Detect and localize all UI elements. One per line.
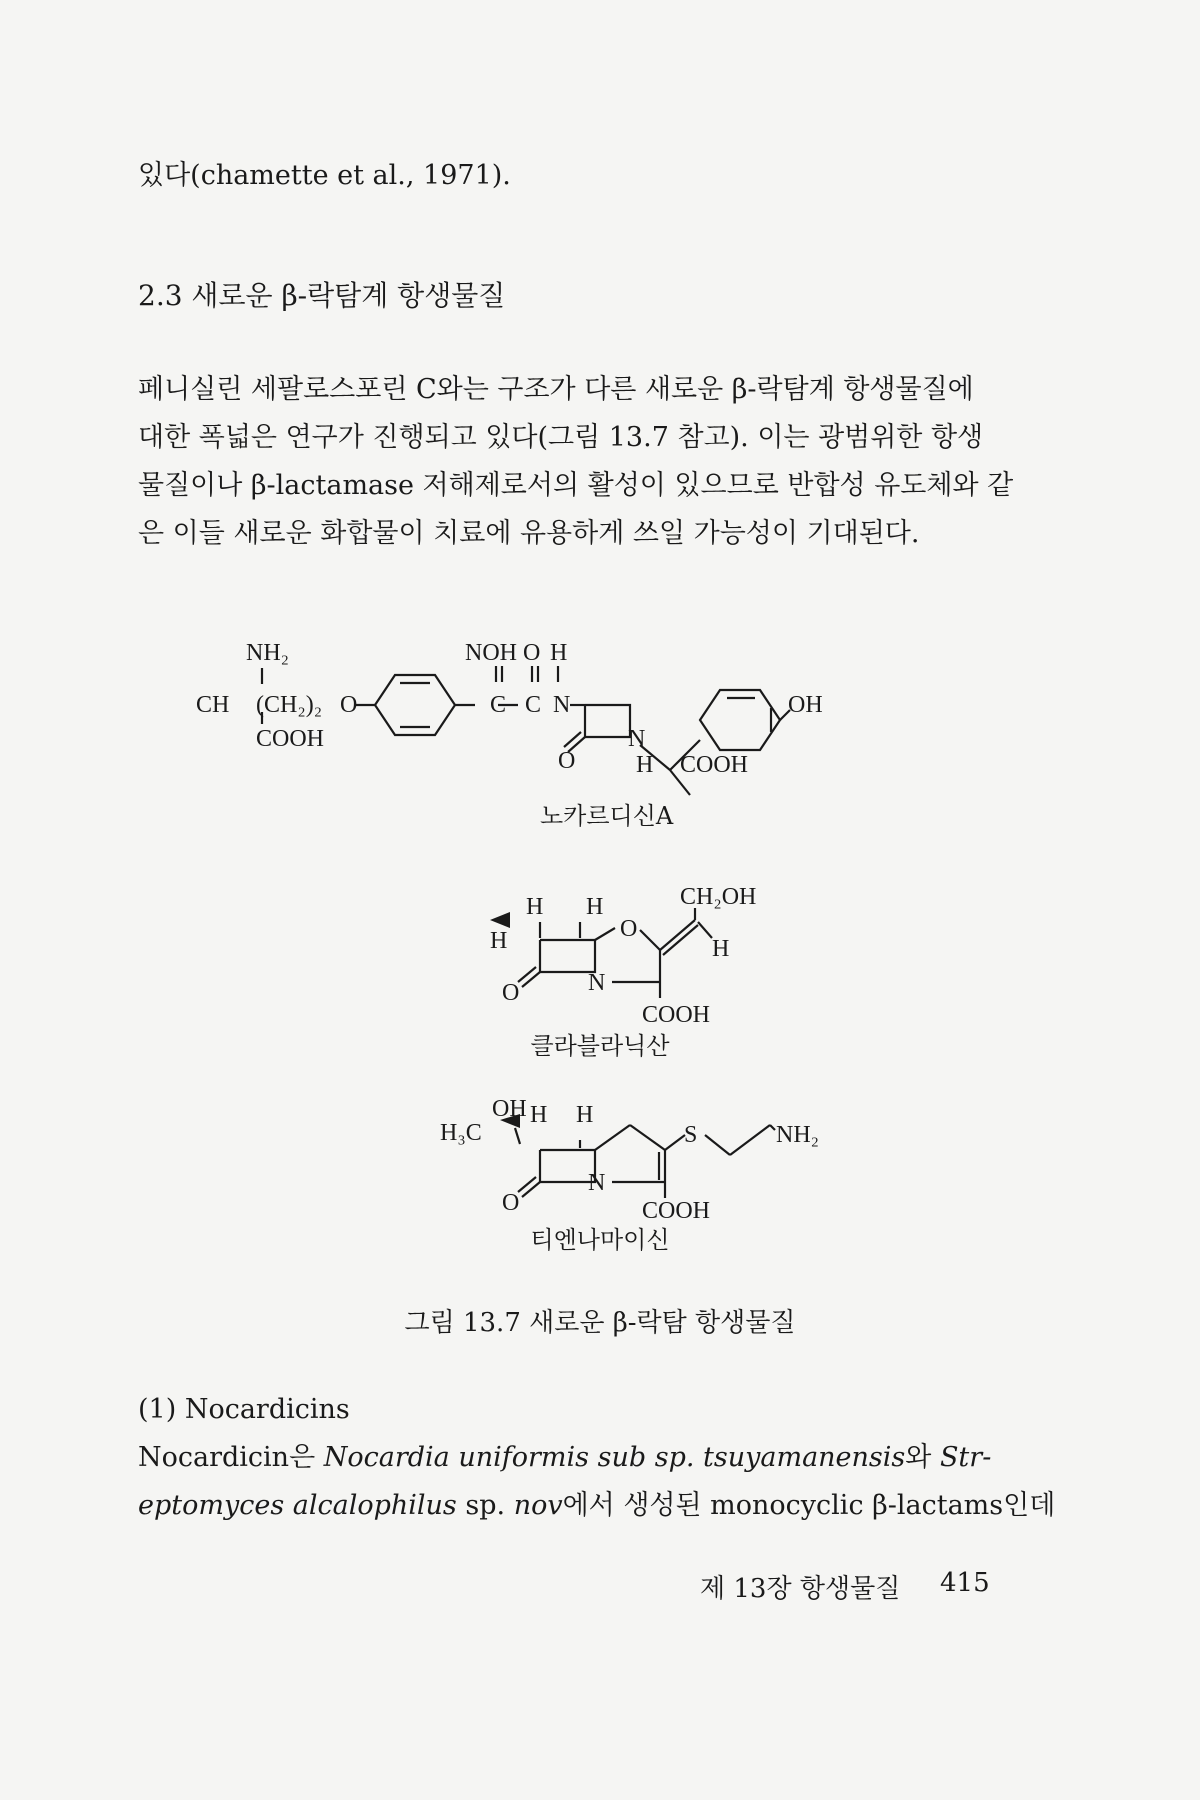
paragraph-line-3: 물질이나 β-lactamase 저해제로서의 활성이 있으므로 반합성 유도체와 같 — [138, 470, 1014, 501]
atom-label: CH₂OH — [680, 884, 757, 910]
paragraph-line-4: 은 이들 새로운 화합물이 치료에 유용하게 쓰일 가능성이 기대된다. — [138, 518, 920, 549]
text-span: sp. — [456, 1490, 514, 1521]
atom-label: O — [620, 916, 638, 942]
italic-text: Nocardia uniformis sub sp. tsuyamanensis — [323, 1442, 906, 1473]
atom-label: H — [550, 640, 568, 666]
atom-label: N — [588, 1170, 606, 1196]
subsection-line-2 — [138, 1488, 1056, 1524]
atom-label: CH — [196, 692, 230, 718]
structure-name-clavulanic: 클라블라닉산 — [530, 1032, 670, 1060]
text-span: Nocardicin은 — [138, 1442, 324, 1473]
intro-line: 있다(chamette et al., 1971). — [138, 160, 511, 191]
text-span: 와 — [905, 1442, 940, 1473]
atom-label: H — [490, 928, 508, 954]
italic-text: Str- — [939, 1442, 992, 1473]
italic-text: eptomyces alcalophilus — [138, 1490, 457, 1521]
atom-label: H₃C — [440, 1120, 482, 1146]
atom-label: H — [530, 1102, 548, 1128]
atom-label: N — [553, 692, 571, 718]
atom-label: H — [636, 752, 654, 778]
atom-label: NOH — [465, 640, 517, 666]
atom-label: OH — [492, 1096, 527, 1122]
atom-label: COOH — [642, 1002, 711, 1028]
subsection-line-1 — [138, 1440, 1018, 1476]
atom-label: NH₂ — [776, 1122, 820, 1148]
atom-label: H — [712, 936, 730, 962]
atom-label: C — [490, 692, 507, 718]
atom-label: COOH — [256, 726, 325, 752]
atom-label: O — [558, 748, 576, 774]
italic-text: nov — [513, 1490, 563, 1521]
atom-label: NH₂ — [246, 640, 290, 666]
structure-name-thienamycin: 티엔나마이신 — [530, 1226, 670, 1254]
paragraph-line-1: 페니실린 세팔로스포린 C와는 구조가 다른 새로운 β-락탐계 항생물질에 — [138, 374, 974, 405]
atom-label: OH — [788, 692, 823, 718]
atom-label: O — [523, 640, 541, 666]
atom-label: O — [340, 692, 358, 718]
chemical-structures-figure — [0, 620, 1200, 1260]
atom-label: O — [502, 980, 520, 1006]
atom-label: H — [586, 894, 604, 920]
text-span: 에서 생성된 monocyclic β-lactams인데 — [562, 1490, 1056, 1521]
atom-label: COOH — [680, 752, 749, 778]
atom-label: H — [576, 1102, 594, 1128]
atom-label: O — [502, 1190, 520, 1216]
section-heading: 2.3 새로운 β-락탐계 항생물질 — [138, 279, 506, 312]
atom-label: (CH₂)₂ — [256, 692, 323, 718]
atom-label: N — [628, 726, 646, 752]
paragraph-line-2: 대한 폭넓은 연구가 진행되고 있다(그림 13.7 참고). 이는 광범위한 항생 — [138, 422, 984, 453]
page-number: 415 — [940, 1568, 990, 1598]
subsection-heading: (1) Nocardicins — [138, 1394, 350, 1425]
atom-label: COOH — [642, 1198, 711, 1224]
atom-label: H — [526, 894, 544, 920]
atom-label: S — [684, 1122, 698, 1148]
footer-chapter: 제 13장 항생물질 — [700, 1574, 901, 1604]
atom-label: N — [588, 970, 606, 996]
figure-caption: 그림 13.7 새로운 β-락탐 항생물질 — [404, 1308, 796, 1338]
atom-label: C — [525, 692, 542, 718]
structure-name-nocardicin: 노카르디신A — [540, 802, 674, 830]
